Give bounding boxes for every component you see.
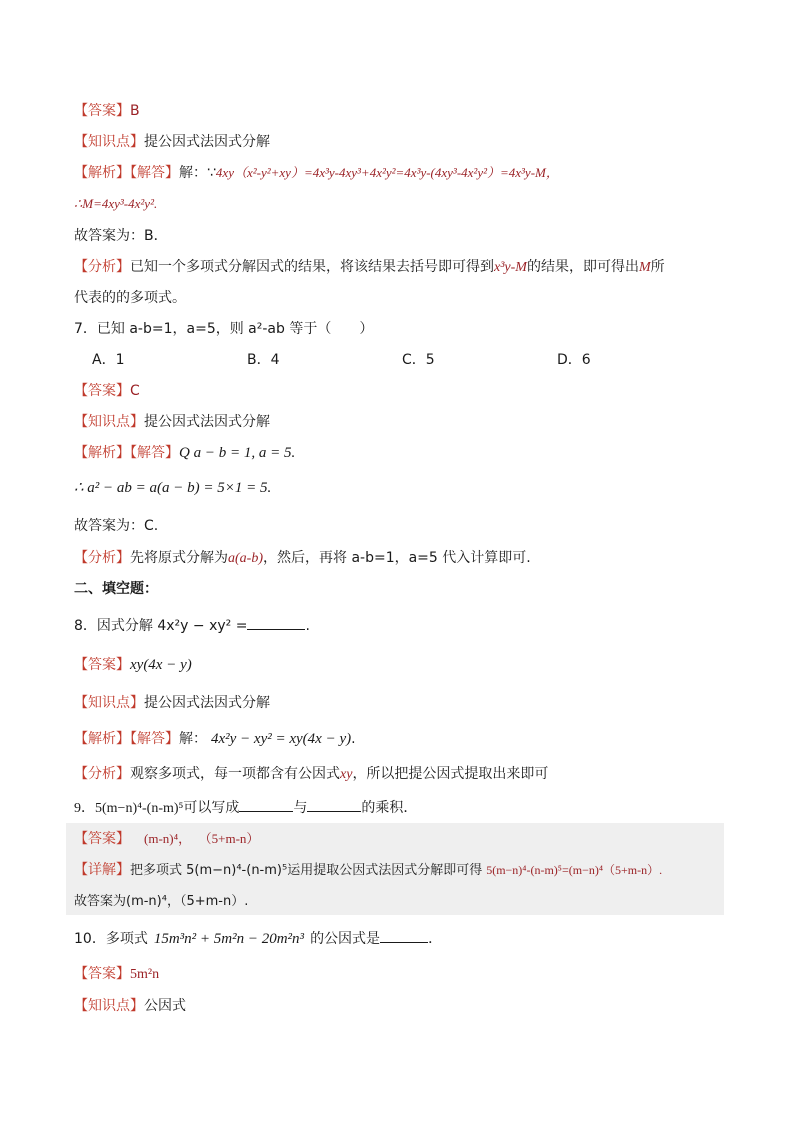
q8-stem-text: 8．因式分解 4x²y − xy² = bbox=[74, 618, 248, 634]
q9-blank-2 bbox=[307, 797, 361, 812]
q8-stem bbox=[74, 615, 310, 636]
q7-answer-line bbox=[74, 381, 140, 401]
q9-stem-text: 9．5(m−n)⁴-(n-m)⁵可以写成 bbox=[74, 801, 240, 816]
q10-stem bbox=[74, 928, 442, 949]
q7-reasoning-text2: ，然后，再将 a-b=1，a=5 代入计算即可. bbox=[263, 550, 531, 566]
q8-stem-end: . bbox=[305, 618, 310, 634]
q6-solution-line bbox=[74, 163, 559, 183]
answer-tag: 【答案】 bbox=[74, 103, 130, 119]
reasoning-tag: 【分析】 bbox=[74, 766, 130, 782]
analysis-tag: 【解析】 bbox=[74, 165, 130, 181]
q6-solution-line2 bbox=[74, 194, 157, 214]
q6-knowledge: 提公因式法因式分解 bbox=[144, 134, 270, 150]
q8-answer: xy(4x − y) bbox=[130, 657, 192, 673]
q8-blank bbox=[247, 615, 305, 630]
q6-reasoning-var: M bbox=[638, 260, 651, 275]
q9-blank-1 bbox=[239, 797, 293, 812]
q7-solution-line2 bbox=[74, 478, 271, 498]
q7-option-c: C．5 bbox=[402, 352, 435, 368]
q9-conclusion-text: 故答案为(m-n)⁴，（5+m-n）. bbox=[74, 894, 249, 909]
q8-solution-line bbox=[74, 729, 356, 749]
q7-solution-line bbox=[74, 443, 295, 463]
detail-tag: 【详解】 bbox=[74, 862, 130, 878]
q6-reasoning-line bbox=[74, 257, 665, 278]
q7-reasoning-expr: a(a-b) bbox=[228, 551, 263, 566]
q9-answer-2: （5+m-n） bbox=[205, 831, 260, 846]
q10-knowledge-line bbox=[74, 996, 186, 1016]
q10-answer-line bbox=[74, 964, 159, 985]
solution-tag: 【解答】 bbox=[130, 445, 179, 461]
q9-detail-line bbox=[74, 860, 662, 881]
q9-answer-line bbox=[74, 829, 259, 849]
q7-knowledge-line bbox=[74, 412, 270, 432]
q6-answer: B bbox=[130, 103, 140, 119]
analysis-tag: 【解析】 bbox=[74, 445, 130, 461]
answer-tag: 【答案】 bbox=[74, 657, 130, 673]
analysis-tag: 【解析】 bbox=[74, 731, 130, 747]
q10-stem-expr: 15m³n² + 5m²n − 20m²n³ bbox=[153, 931, 305, 947]
reasoning-tag: 【分析】 bbox=[74, 259, 130, 275]
q8-reasoning-line bbox=[74, 764, 548, 785]
q9-stem bbox=[74, 797, 417, 819]
q6-answer-line bbox=[74, 101, 140, 121]
answer-tag: 【答案】 bbox=[74, 966, 130, 982]
q8-reasoning-text: 观察多项式，每一项都含有公因式 bbox=[130, 766, 340, 782]
q7-reasoning-text: 先将原式分解为 bbox=[130, 550, 228, 566]
q6-reasoning-expr: x³y-M bbox=[494, 260, 527, 275]
q7-solution-result: ∴ a² − ab = a(a − b) = 5×1 = 5. bbox=[74, 480, 272, 496]
q6-reasoning-text: 已知一个多项式分解因式的结果，将该结果去括号即可得到 bbox=[130, 259, 494, 275]
q6-solution-expr: 4xy（x²-y²+xy）=4x³y-4xy³+4x²y²=4x³y-(4xy³-4x²y²）=4x³y-M， bbox=[215, 165, 559, 180]
q9-answer-1: (m-n)⁴， bbox=[144, 831, 192, 846]
q6-reasoning-text3: 所 bbox=[650, 259, 665, 275]
q6-conclusion: 故答案为：B． bbox=[74, 228, 168, 244]
q8-solution-end: . bbox=[351, 731, 356, 747]
q7-solution-expr: Q a − b = 1, a = 5. bbox=[179, 445, 296, 461]
q7-reasoning-line bbox=[74, 548, 531, 569]
q8-knowledge-line bbox=[74, 693, 270, 713]
q6-solution-prefix: 解：∵ bbox=[179, 165, 216, 181]
q6-reasoning-line2: 代表的的多项式。 bbox=[74, 290, 186, 306]
q6-knowledge-line bbox=[74, 132, 270, 152]
solution-tag: 【解答】 bbox=[130, 731, 179, 747]
q10-knowledge: 公因式 bbox=[144, 998, 186, 1014]
q9-conclusion bbox=[74, 891, 248, 912]
knowledge-tag: 【知识点】 bbox=[74, 414, 144, 430]
q8-solution-prefix: 解： bbox=[179, 731, 207, 747]
q9-stem-mid: 与 bbox=[293, 800, 308, 816]
answer-tag: 【答案】 bbox=[74, 831, 130, 847]
q7-answer: C bbox=[130, 383, 140, 399]
q10-blank bbox=[380, 928, 428, 943]
reasoning-tag: 【分析】 bbox=[74, 550, 130, 566]
q7-stem: 7．已知 a-b=1，a=5，则 a²-ab 等于（ ） bbox=[74, 321, 374, 337]
q10-stem-text2: 的公因式是 bbox=[310, 931, 381, 947]
q7-option-a: A．1 bbox=[92, 352, 125, 368]
q9-stem-end: 的乘积． bbox=[361, 800, 418, 816]
q9-detail-expr: 5(m−n)⁴-(n-m)⁵=(m−n)⁴（5+m-n）. bbox=[486, 863, 663, 877]
q10-answer: 5m²n bbox=[130, 967, 160, 982]
q10-stem-text: 10．多项式 bbox=[74, 931, 148, 947]
q6-solution-result: ∴M=4xy³-4x²y². bbox=[74, 196, 158, 211]
solution-tag: 【解答】 bbox=[130, 165, 179, 181]
q7-options bbox=[92, 350, 712, 370]
q7-option-b: B．4 bbox=[247, 352, 280, 368]
q9-detail-text: 把多项式 5(m−n)⁴-(n-m)⁵运用提取公因式法因式分解即可得 bbox=[130, 863, 483, 878]
section-heading: 二、填空题： bbox=[74, 581, 158, 597]
answer-tag: 【答案】 bbox=[74, 383, 130, 399]
knowledge-tag: 【知识点】 bbox=[74, 134, 144, 150]
knowledge-tag: 【知识点】 bbox=[74, 998, 144, 1014]
q7-option-d: D．6 bbox=[557, 352, 591, 368]
q8-answer-line bbox=[74, 655, 192, 675]
q10-stem-end: ． bbox=[428, 931, 443, 947]
q7-conclusion: 故答案为：C. bbox=[74, 518, 159, 534]
q8-solution-expr: 4x²y − xy² = xy(4x − y) bbox=[211, 731, 352, 747]
q8-reasoning-text2: ，所以把提公因式提取出来即可 bbox=[352, 766, 549, 782]
q8-reasoning-expr: xy bbox=[340, 767, 353, 782]
q8-knowledge: 提公因式法因式分解 bbox=[144, 695, 270, 711]
knowledge-tag: 【知识点】 bbox=[74, 695, 144, 711]
q6-reasoning-text2: 的结果，即可得出 bbox=[526, 259, 639, 275]
q7-knowledge: 提公因式法因式分解 bbox=[144, 414, 270, 430]
